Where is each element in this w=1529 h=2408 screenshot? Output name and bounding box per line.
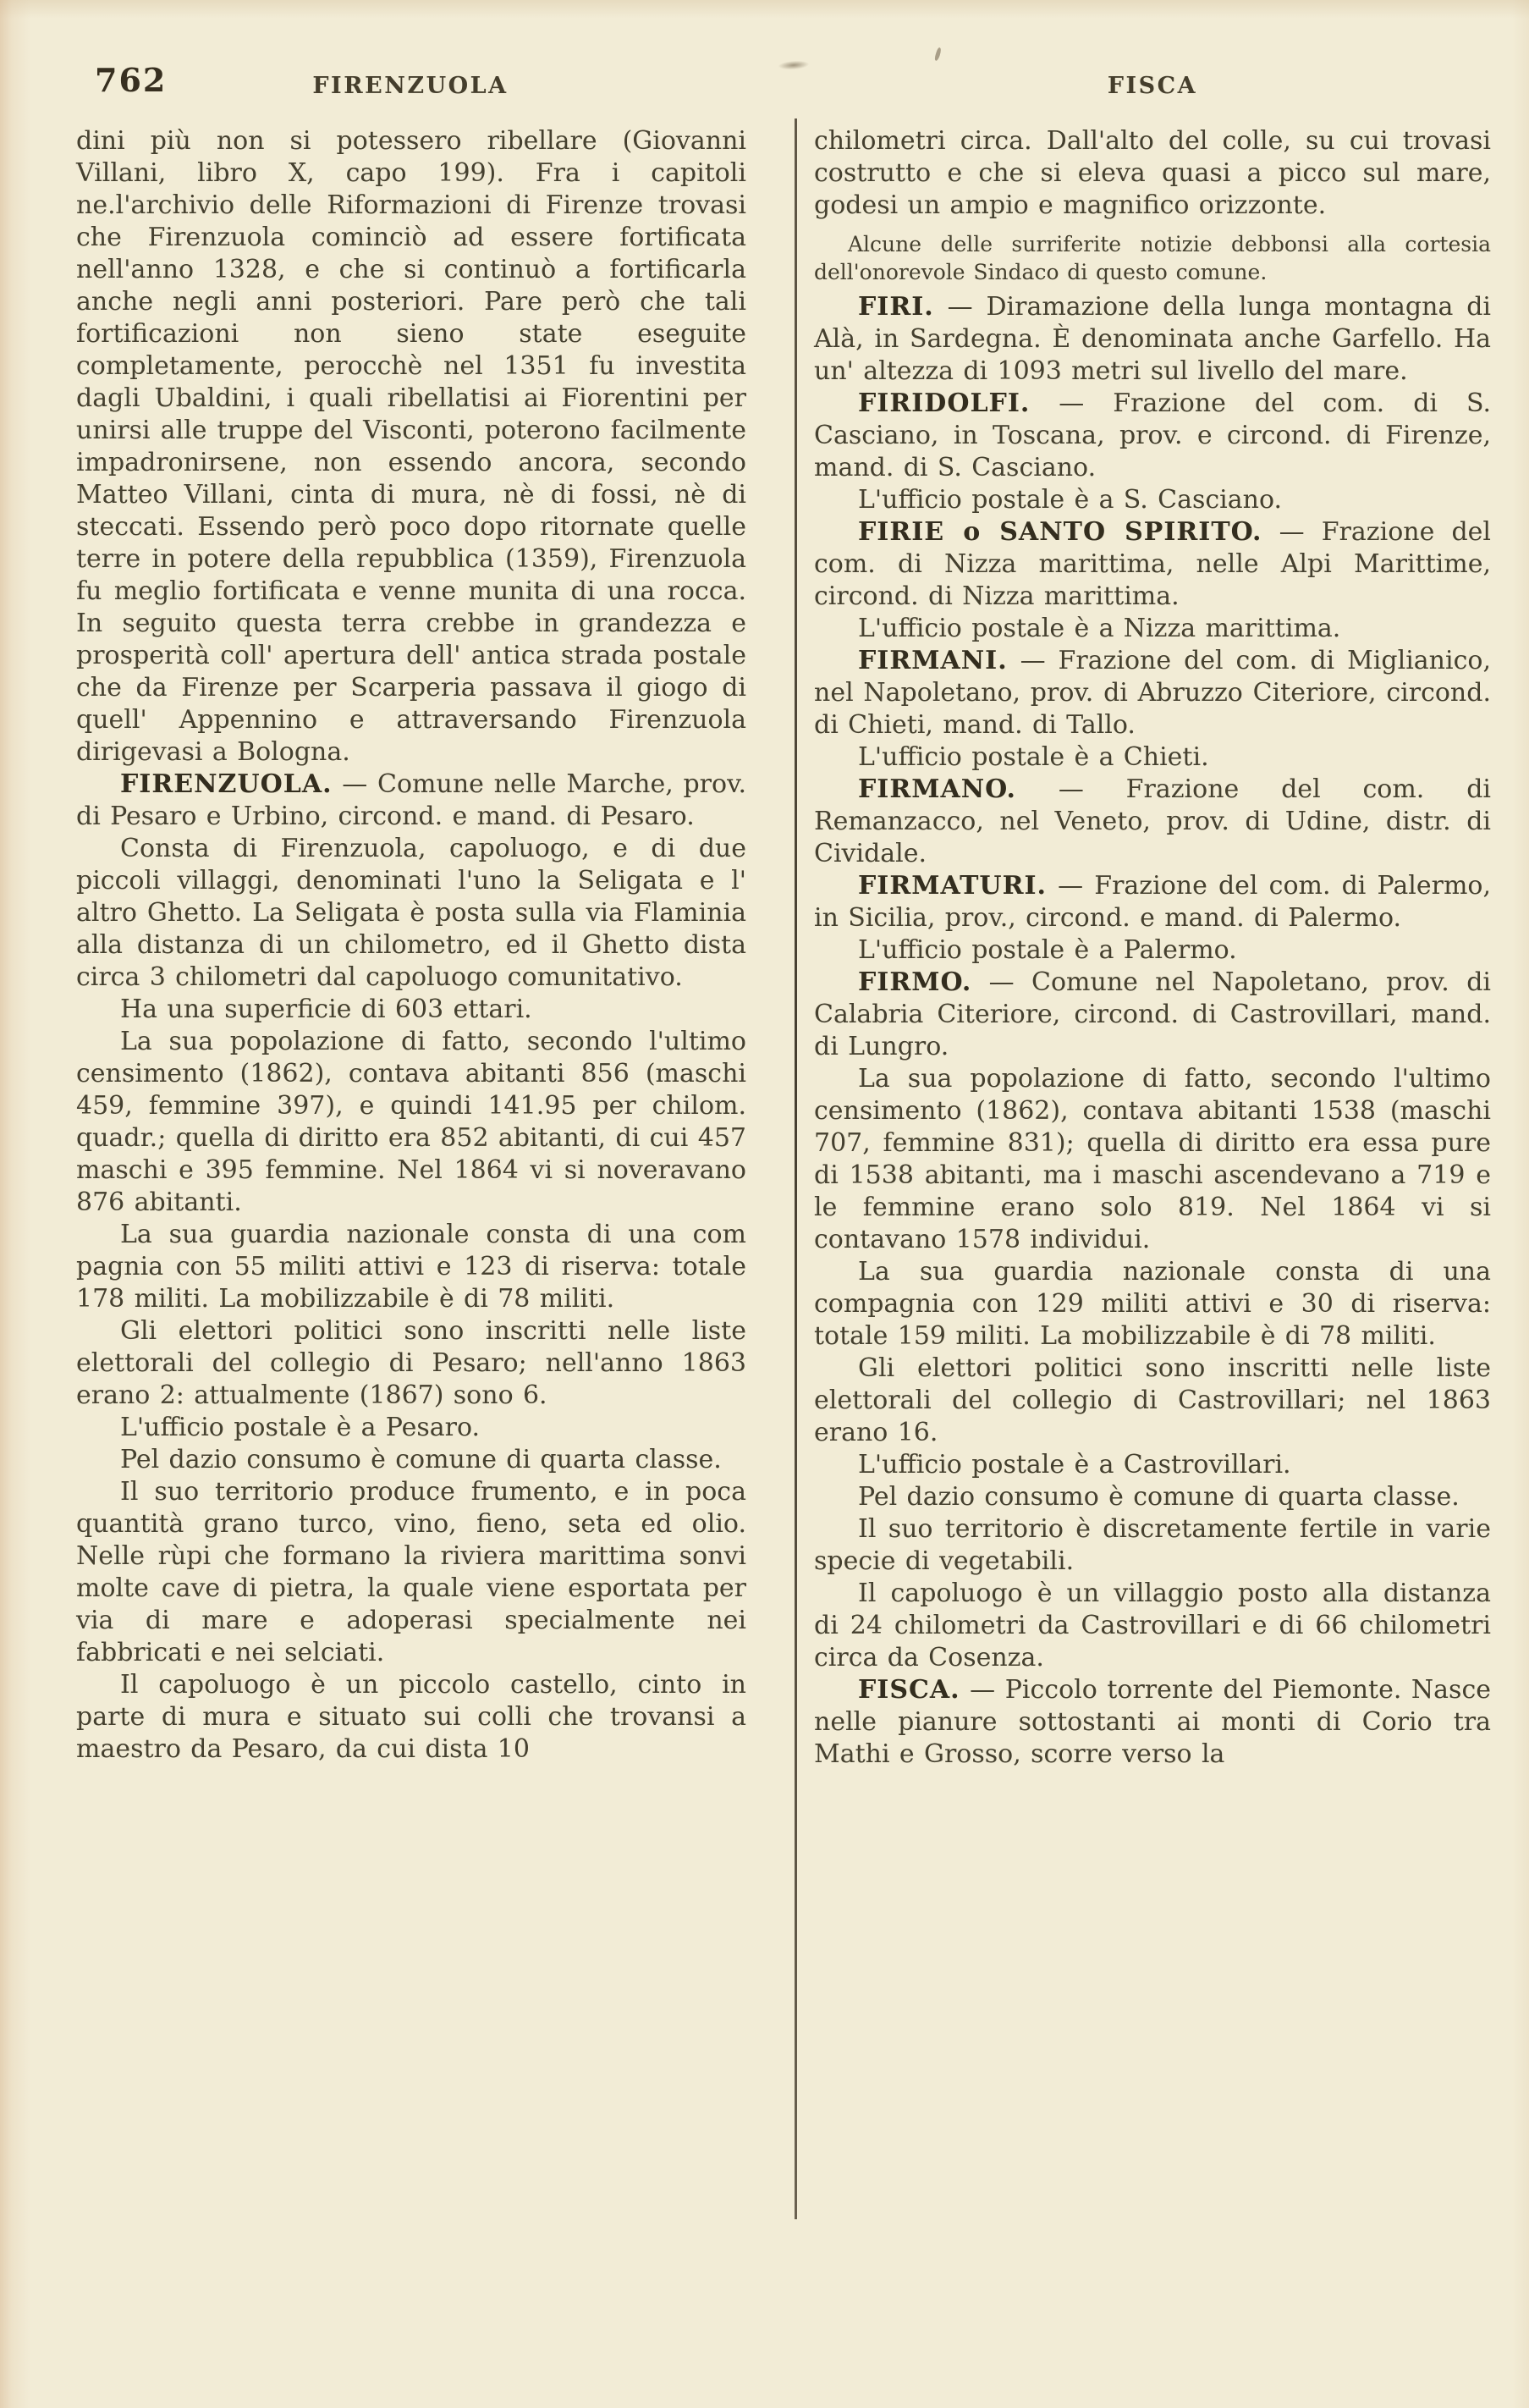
entry-headword: FIRIDOLFI. — [858, 388, 1031, 418]
entry-paragraph: FIRIDOLFI. — Frazione del com. di S. Casciano, in Toscana, prov. e circond. di Firenze, mand. di S. Casciano. — [814, 388, 1491, 482]
entry-paragraph: FISCA. — Piccolo torrente del Piemonte. Nasce nelle pianure sottostanti ai monti di Corio tra Mathi e Grosso, scorre verso la — [814, 1675, 1491, 1769]
entry-paragraph: FIRMATURI. — Frazione del com. di Palermo, in Sicilia, prov., circond. e mand. di Palermo. — [814, 871, 1491, 933]
left-column — [76, 125, 746, 1766]
text-paragraph: Pel dazio consumo è comune di quarta classe. — [120, 1445, 722, 1474]
page-number: 762 — [95, 61, 168, 99]
text-paragraph: Consta di Firenzuola, capoluogo, e di due piccoli villaggi, denominati l'uno la Seligata e l' altro Ghetto. La Seligata è posta sulla via Flaminia alla distanza di un chilometro, ed il Ghetto dista circa 3 chilometri dal capoluogo comunitativo. — [76, 834, 746, 992]
entry-headword: FIRENZUOLA. — [120, 769, 333, 799]
entry-paragraph: FIRMO. — Comune nel Napoletano, prov. di Calabria Citeriore, circond. di Castrovillari, mand. di Lungro. — [814, 967, 1491, 1061]
ink-smudge — [778, 60, 810, 70]
text-paragraph: dini più non si potessero ribellare (Giovanni Villani, libro X, capo 199). Fra i capitoli ne.l'archivio delle Riformazioni di Firenze trovasi che Firenzuola cominciò ad essere fortificata nell'anno 1328, e che si continuò a fortificarla anche negli anni posteriori. Pare però che tali fortificazioni non sieno state eseguite completamente, perocchè nel 1351 fu investita dagli Ubaldini, i quali ribellatisi ai Fiorentini per unirsi alle truppe del Visconti, poterono facilmente impadronirsene, non essendo ancora, secondo Matteo Villani, cinta di mura, nè di fossi, nè di steccati. Essendo però poco dopo ritornate quelle terre in potere della repubblica (1359), Firenzuola fu meglio fortificata e venne munita di una rocca. In seguito questa terra crebbe in grandezza e prosperità coll' apertura dell' antica strada postale che da Firenze per Scarperia passava il giogo di quell' Appennino e attraversando Firenzuola dirigevasi a Bologna. — [76, 126, 746, 767]
entry-paragraph: FIRMANI. — Frazione del com. di Miglianico, nel Napoletano, prov. di Abruzzo Citeriore, circond. di Chieti, mand. di Tallo. — [814, 646, 1491, 740]
text-paragraph: Ha una superficie di 603 ettari. — [120, 995, 532, 1024]
running-head-left: FIRENZUOLA — [312, 73, 509, 99]
entry-headword: FIRMANO. — [858, 774, 1016, 804]
entry-headword: FIRI. — [858, 292, 934, 322]
text-paragraph: La sua guardia nazionale consta di una com pagnia con 55 militi attivi e 123 di riserva: totale 178 militi. La mobilizzabile è di 78 militi. — [76, 1220, 746, 1314]
entry-paragraph: FIRIE o SANTO SPIRITO. — Frazione del com. di Nizza marittima, nelle Alpi Marittime, circond. di Nizza marittima. — [814, 517, 1492, 611]
note-paragraph: Alcune delle surriferite notizie debbonsi alla cortesia dell'onorevole Sindaco di questo comune. — [814, 232, 1491, 284]
text-paragraph: L'ufficio postale è a S. Casciano. — [858, 485, 1283, 515]
text-paragraph: L'ufficio postale è a Nizza marittima. — [858, 614, 1341, 643]
text-paragraph: Pel dazio consumo è comune di quarta classe. — [858, 1482, 1460, 1512]
text-paragraph: La sua popolazione di fatto, secondo l'ultimo censimento (1862), contava abitanti 856 (maschi 459, femmine 397), e quindi 141.95 per chilom. quadr.; quella di diritto era 852 abitanti, di cui 457 maschi e 395 femmine. Nel 1864 vi si noveravano 876 abitanti. — [76, 1027, 746, 1217]
text-paragraph: La sua guardia nazionale consta di una compagnia con 129 militi attivi e 30 di riserva: totale 159 militi. La mobilizzabile è di 78 militi. — [814, 1257, 1491, 1351]
entry-paragraph: FIRI. — Diramazione della lunga montagna di Alà, in Sardegna. È denominata anche Garfello. Ha un' altezza di 1093 metri sul livello del mare. — [814, 292, 1491, 386]
entry-headword: FIRMO. — [858, 967, 972, 997]
entry-paragraph: FIRENZUOLA. — Comune nelle Marche, prov. di Pesaro e Urbino, circond. e mand. di Pesaro. — [76, 769, 746, 831]
entry-headword: FIRMATURI. — [858, 871, 1048, 901]
entry-headword: FISCA. — [858, 1675, 960, 1705]
text-paragraph: L'ufficio postale è a Chieti. — [858, 742, 1209, 772]
entry-paragraph: FIRMANO. — Frazione del com. di Remanzacco, nel Veneto, prov. di Udine, distr. di Cividale. — [814, 774, 1491, 868]
text-paragraph: Il capoluogo è un villaggio posto alla distanza di 24 chilometri da Castrovillari e di 66 chilometri circa da Cosenza. — [814, 1579, 1491, 1672]
text-paragraph: Il suo territorio è discretamente fertile in varie specie di vegetabili. — [814, 1514, 1491, 1576]
text-paragraph: L'ufficio postale è a Castrovillari. — [858, 1450, 1291, 1480]
right-column — [814, 125, 1491, 1771]
entry-headword: FIRIE o SANTO SPIRITO. — [858, 517, 1262, 547]
column-divider — [795, 118, 797, 2219]
text-paragraph: La sua popolazione di fatto, secondo l'ultimo censimento (1862), contava abitanti 1538 (maschi 707, femmine 831); quella di diritto era essa pure di 1538 abitanti, ma i maschi ascendevano a 719 e le femmine erano solo 819. Nel 1864 vi si contavano 1578 individui. — [814, 1064, 1491, 1254]
ink-mark — [934, 47, 943, 62]
text-paragraph: chilometri circa. Dall'alto del colle, su cui trovasi costrutto e che si eleva quasi a picco sul mare, godesi un ampio e magnifico orizzonte. — [814, 126, 1491, 220]
entry-headword: FIRMANI. — [858, 646, 1008, 675]
text-paragraph: Il capoluogo è un piccolo castello, cinto in parte di mura e situato sui colli che trovansi a maestro da Pesaro, da cui dista 10 — [76, 1670, 746, 1764]
text-paragraph: L'ufficio postale è a Pesaro. — [120, 1413, 481, 1442]
running-head-right: FISCA — [1107, 73, 1198, 99]
text-paragraph: L'ufficio postale è a Palermo. — [858, 935, 1237, 965]
text-paragraph: Gli elettori politici sono inscritti nelle liste elettorali del collegio di Castrovillari; nel 1863 erano 16. — [814, 1353, 1491, 1447]
text-paragraph: Gli elettori politici sono inscritti nelle liste elettorali del collegio di Pesaro; nell'anno 1863 erano 2: attualmente (1867) sono 6. — [76, 1316, 746, 1410]
text-paragraph: Il suo territorio produce frumento, e in poca quantità grano turco, vino, fieno, seta ed olio. Nelle rùpi che formano la riviera marittima sonvi molte cave di pietra, la quale viene esportata per via di mare e adoperasi specialmente nei fabbricati e nei selciati. — [76, 1477, 746, 1667]
